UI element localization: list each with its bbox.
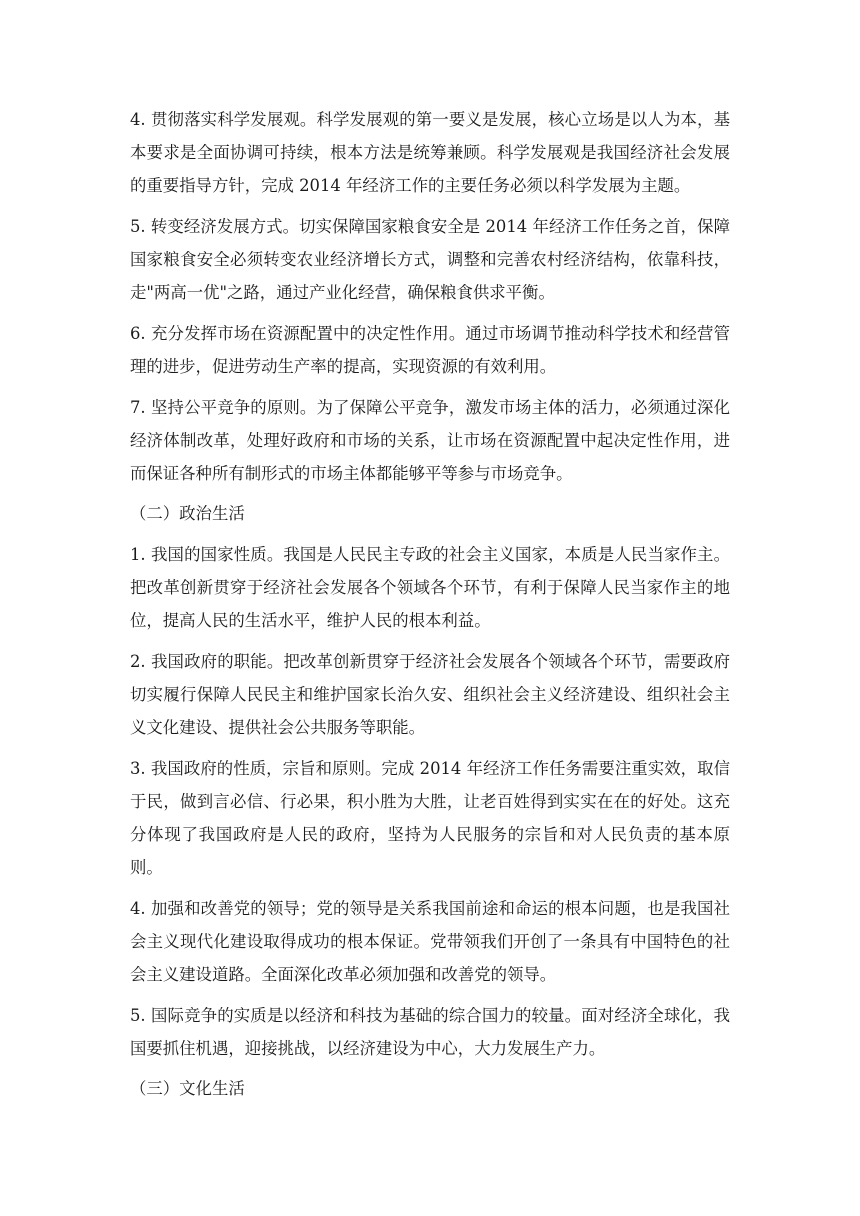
paragraph-politics-1: 1. 我国的国家性质。我国是人民民主专政的社会主义国家，本质是人民当家作主。把改革创新贯穿于经济社会发展各个领域各个环节，有利于保障人民当家作主的地位，提高人民的生活水平，维护人民的根本利益。 bbox=[130, 544, 730, 631]
document-page bbox=[130, 103, 730, 1113]
section-heading-politics: （二）政治生活 bbox=[130, 504, 245, 524]
paragraph-politics-5: 5. 国际竞争的实质是以经济和科技为基础的综合国力的较量。面对经济全球化，我国要抓住机遇，迎接挑战，以经济建设为中心，大力发展生产力。 bbox=[130, 1005, 730, 1058]
paragraph-econ-7: 7. 坚持公平竞争的原则。为了保障公平竞争，激发市场主体的活力，必须通过深化经济体制改革，处理好政府和市场的关系，让市场在资源配置中起决定性作用，进而保证各种所有制形式的市场主体都能够平等参与市场竞争。 bbox=[130, 397, 730, 483]
paragraph-econ-6: 6. 充分发挥市场在资源配置中的决定性作用。通过市场调节推动科学技术和经营管理的进步，促进劳动生产率的提高，实现资源的有效利用。 bbox=[130, 323, 730, 377]
paragraph-politics-2: 2. 我国政府的职能。把改革创新贯穿于经济社会发展各个领域各个环节，需要政府切实履行保障人民民主和维护国家长治久安、组织社会主义经济建设、组织社会主义文化建设、提供社会公共服务等职能。 bbox=[130, 651, 730, 738]
section-heading-culture: （三）文化生活 bbox=[130, 1079, 245, 1099]
paragraph-econ-5: 5. 转变经济发展方式。切实保障国家粮食安全是 2014 年经济工作任务之首，保障国家粮食安全必须转变农业经济增长方式，调整和完善农村经济结构，依靠科技，走"两高一优"之路，通过产业化经营，确保粮食供求平衡。 bbox=[130, 216, 730, 303]
paragraph-politics-3: 3. 我国政府的性质，宗旨和原则。完成 2014 年经济工作任务需要注重实效，取信于民，做到言必信、行必果，积小胜为大胜，让老百姓得到实实在在的好处。这充分体现了我国政府是人民的政府，坚持为人民服务的宗旨和对人民负责的基本原则。 bbox=[130, 758, 730, 878]
paragraph-politics-4: 4. 加强和改善党的领导；党的领导是关系我国前途和命运的根本问题，也是我国社会主义现代化建设取得成功的根本保证。党带领我们开创了一条具有中国特色的社会主义建设道路。全面深化改革必须加强和改善党的领导。 bbox=[130, 898, 730, 985]
paragraph-econ-4: 4. 贯彻落实科学发展观。科学发展观的第一要义是发展，核心立场是以人为本，基本要求是全面协调可持续，根本方法是统筹兼顾。科学发展观是我国经济社会发展的重要指导方针，完成 2014 年经济工作的主要任务必须以科学发展为主题。 bbox=[130, 110, 730, 196]
